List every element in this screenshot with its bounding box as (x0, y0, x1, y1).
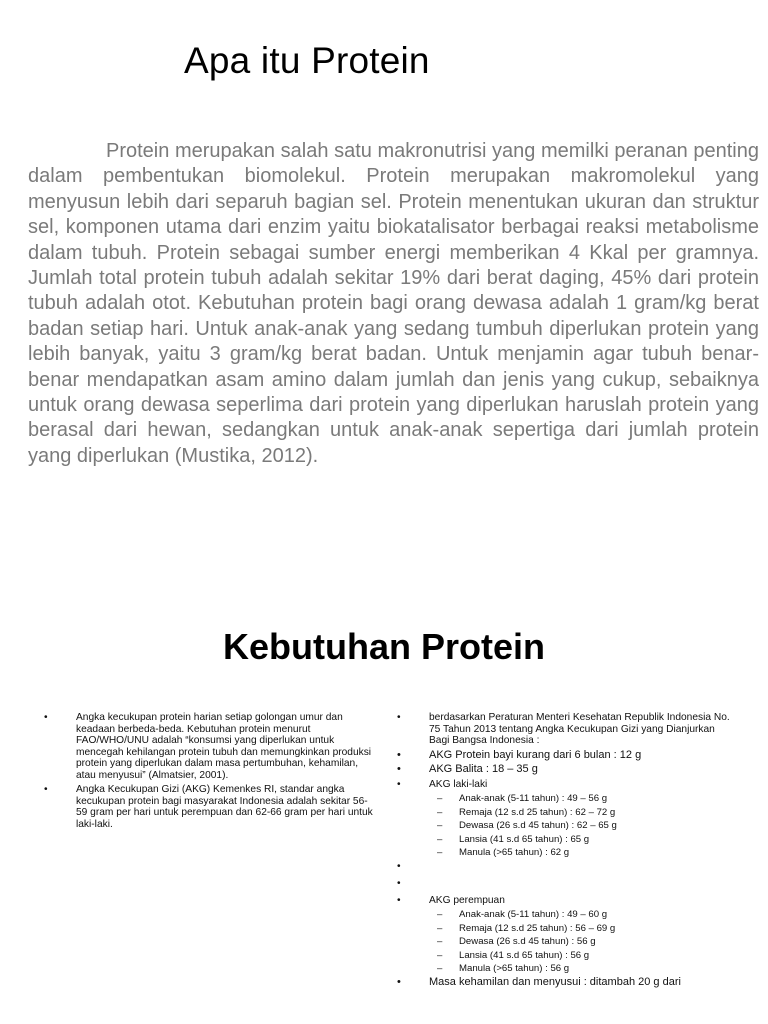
dash-icon: – (437, 936, 443, 947)
list-item-text: AKG laki-laki (429, 778, 488, 790)
body-paragraph: Protein merupakan salah satu makronutrisi yang memilki peranan penting dalam pembentukan biomolekul. Protein merupakan makromolekul yang menyusun lebih dari separuh bagian sel. Protein menentukan ukuran dan struktur sel, komponen utama dari enzim yaitu biokatalisator berbagai reaksi metabolisme dalam tubuh. Protein sebagai sumber energi memberikan 4 Kkal per gramnya. Jumlah total protein tubuh adalah sekitar 19% dari berat daging, 45% dari protein tubuh adalah otot. Kebutuhan protein bagi orang dewasa adalah 1 gram/kg berat badan setiap hari. Untuk anak-anak yang sedang tumbuh diperlukan protein yang lebih banyak, yaitu 3 gram/kg berat badan. Untuk menjamin agar tubuh benar-benar mendapatkan asam amino dalam jumlah dan jenis yang cukup, sebaiknya untuk orang dewasa seperlima dari protein yang diperlukan haruslah protein yang berasal dari hewan, sedangkan untuk anak-anak sepertiga dari jumlah protein yang diperlukan (Mustika, 2012). (28, 140, 759, 467)
sub-list-item (397, 807, 737, 819)
sub-list-item-text: Lansia (41 s.d 65 tahun) : 56 g (459, 949, 590, 961)
sub-list-item (397, 950, 737, 962)
sub-list-item-text: Remaja (12 s.d 25 tahun) : 56 – 69 g (459, 922, 616, 934)
bullet-icon: • (397, 860, 401, 872)
sub-list-item (397, 923, 737, 935)
slide-title: Apa itu Protein (184, 40, 430, 81)
bullet-icon: • (397, 763, 401, 775)
list-item-text: Masa kehamilan dan menyusui : ditambah 20 g dari (429, 975, 681, 988)
sub-list-item-text: Remaja (12 s.d 25 tahun) : 62 – 72 g (459, 806, 616, 818)
sub-list-item-text: Manula (>65 tahun) : 56 g (459, 963, 570, 974)
bullet-icon: • (44, 712, 48, 723)
list-item-text: AKG perempuan (429, 894, 505, 906)
list-item (44, 712, 374, 781)
bullet-icon: • (397, 975, 401, 988)
sub-list-item (397, 909, 737, 921)
sub-list-item (397, 936, 737, 948)
dash-icon: – (437, 833, 443, 845)
dash-icon: – (437, 949, 443, 961)
right-column-list (397, 712, 737, 991)
list-item-text: AKG Balita : 18 – 35 g (429, 763, 538, 775)
sub-list-item-text: Dewasa (26 s.d 45 tahun) : 56 g (459, 936, 596, 947)
dash-icon: – (437, 806, 443, 818)
dash-icon: – (437, 793, 443, 804)
left-column-list (44, 712, 374, 833)
dash-icon: – (437, 909, 443, 920)
bullet-icon: • (397, 877, 401, 889)
bullet-icon: • (397, 778, 401, 790)
bullet-icon: • (397, 894, 401, 906)
dash-icon: – (437, 963, 443, 974)
sub-list-item-text: Anak-anak (5-11 tahun) : 49 – 60 g (459, 909, 608, 920)
sub-list-item-text: Manula (>65 tahun) : 62 g (459, 847, 570, 858)
bullet-icon: • (397, 712, 401, 723)
sub-list-item-text: Anak-anak (5-11 tahun) : 49 – 56 g (459, 793, 608, 804)
bullet-icon: • (397, 748, 401, 761)
sub-list-item-text: Lansia (41 s.d 65 tahun) : 65 g (459, 833, 590, 845)
dash-icon: – (437, 847, 443, 858)
sub-list-item (397, 834, 737, 846)
slide-title: Kebutuhan Protein (223, 626, 545, 667)
sub-list-item (397, 963, 737, 975)
list-item-text: Angka kecukupan protein harian setiap golongan umur dan keadaan berbeda-beda. Kebutuhan protein menurut FAO/WHO/UNU adalah “konsumsi yang diperlukan untuk mencegah kehilangan protein tubuh dan memungkinkan produksi protein yang diperlukan dalam masa pertumbuhan, kehamilan, atau menyusui” (Almatsier, 2001). (76, 712, 372, 781)
list-item-text: berdasarkan Peraturan Menteri Kesehatan Republik Indonesia No. 75 Tahun 2013 tentang Angka Kecukupan Gizi yang Dianjurkan Bagi Bangsa Indonesia : (429, 712, 730, 746)
dash-icon: – (437, 922, 443, 934)
list-item-text: Angka Kecukupan Gizi (AKG) Kemenkes RI, standar angka kecukupan protein bagi masyarakat Indonesia adalah sekitar 56-59 gram per hari untuk perempuan dan 62-66 gram per hari untuk laki-laki. (76, 784, 373, 830)
list-item (397, 895, 737, 907)
list-item-text: AKG Protein bayi kurang dari 6 bulan : 12 g (429, 748, 642, 761)
list-item (397, 779, 737, 791)
empty-list-item (397, 878, 737, 892)
list-item (397, 977, 737, 989)
empty-list-item (397, 861, 737, 875)
sub-list-item (397, 820, 737, 832)
list-item (44, 784, 374, 830)
dash-icon: – (437, 820, 443, 831)
sub-list-item-text: Dewasa (26 s.d 45 tahun) : 62 – 65 g (459, 820, 617, 831)
list-item (397, 750, 737, 762)
sub-list-item (397, 793, 737, 805)
sub-list-item (397, 847, 737, 859)
list-item (397, 712, 737, 747)
list-item (397, 764, 737, 776)
bullet-icon: • (44, 784, 48, 795)
